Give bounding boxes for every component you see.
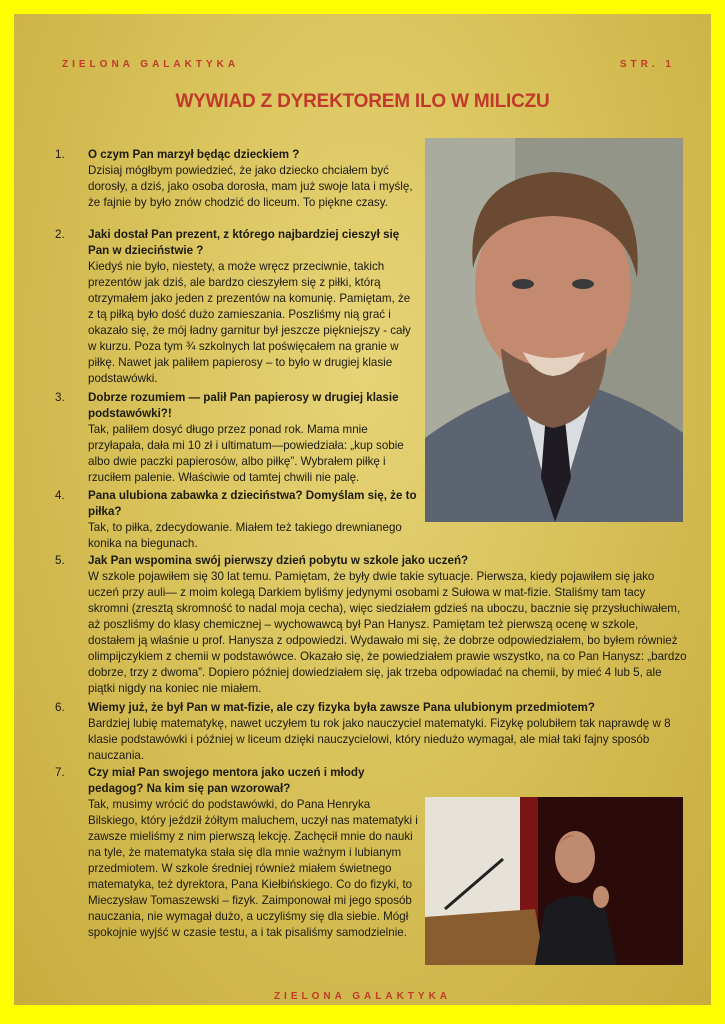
qa-answer: Tak, to piłka, zdecydowanie. Miałem też takiego drewnianego konika na biegunach. — [88, 521, 402, 550]
qa-question: Jak Pan wspomina swój pierwszy dzień pobytu w szkole jako uczeń? — [88, 554, 469, 567]
page — [14, 14, 711, 1005]
qa-answer: Kiedyś nie było, niestety, a może wręcz przeciwnie, takich prezentów jak dziś, ale bardzo cieszyłem się z piłki, którą otrzymałem jako jeden z prezentów na komunię. Pamiętam, że z tą piłką było dość dużo zamieszania. Poszliśmy nią grać i okazało się, że mój ładny garnitur był jeszcze piękniejszy - cały w kurzu. Poza tym ¾ szkolnych lat poświęcałem na granie w piłkę. Nawet jak paliłem papierosy – to było w drugiej klasie podstawówki. — [88, 260, 411, 385]
article-title: WYWIAD Z DYREKTOREM ILO W MILICZU — [175, 91, 550, 112]
qa-number: 4. — [55, 489, 65, 502]
qa-question: Dobrze rozumiem — palił Pan papierosy w drugiej klasie podstawówki?! — [88, 391, 399, 420]
qa-answer: W szkole pojawiłem się 30 lat temu. Pamiętam, że były dwie takie sytuacje. Pierwsza, kiedy pojawiłem się jako uczeń przy auli— z moim kolegą Darkiem byliśmy jedynymi osobami z Sułowa w mat-fizie. Staliśmy tam tacy skromni (zresztą skromność to nadal moja cecha), więc siedziałem gdzieś na uboczu, bacznie się przysłuchiwałem, aż poszliśmy do klasy chemicznej – wychowawcą był Pan Hanysz. Pamiętam też pierwszą ocenę w szkole, dostałem ją właśnie u prof. Hanysza z odpowiedzi. Wydawało mi się, że dobrze odpowiedziałem, bo byłem również olimpijczykiem z chemii w podstawówce. Okazało się, że powiedziałem prawie wszystko, na co Pan Hanysz: „bardzo dobrze, trzy z dwoma”. Dopiero później dowiedziałem się, jak trzeba odpowiadać na chemii, by mieć 4 lub 5, ale piątki nigdy na koniec nie miałem. — [88, 570, 687, 695]
qa-number: 1. — [55, 148, 65, 161]
qa-question: Jaki dostał Pan prezent, z którego najbardziej cieszył się Pan w dzieciństwie ? — [88, 228, 400, 257]
qa-item-4 — [55, 488, 419, 552]
qa-question: O czym Pan marzył będąc dzieckiem ? — [88, 148, 300, 161]
footer-publication-name: ZIELONA GALAKTYKA — [273, 991, 452, 1002]
qa-answer: Tak, musimy wrócić do podstawówki, do Pana Henryka Bilskiego, który jeździł żółtym maluchem, uczył nas matematyki i zawsze mieliśmy z nim pierwszą lekcję. Zachęcił mnie do nauki na tyle, że matematyka stała się dla mnie ważnym i lubianym przedmiotem. W szkole średniej również miałem świetnego matematyka, też dyrektora, Pana Kiełbińskiego. Co do fizyki, to Mieczysław Tomaszewski – fizyk. Zaimponował mi jego sposób nauczania, nie wymagał dużo, a uczyliśmy się dla siebie. Mógł spokojnie wyjść w czasie testu, a i tak pisaliśmy samodzielnie. — [88, 798, 418, 939]
qa-number: 7. — [55, 766, 65, 779]
qa-number: 2. — [55, 228, 65, 241]
qa-item-7 — [55, 765, 419, 941]
qa-answer: Bardziej lubię matematykę, nawet uczyłem tu rok jako nauczyciel matematyki. Fizykę polubiłem tak naprawdę w 8 klasie podstawówki i później w liceum dzięki nauczycielowi, który niedużo wymagał, ale miał taki fajny sposób nauczania. — [88, 717, 671, 762]
qa-item-3 — [55, 390, 419, 486]
qa-answer: Dzisiaj mógłbym powiedzieć, że jako dziecko chciałem być dorosły, a dziś, jako osoba dorosła, mam już swoje lata i myślę, że fajnie by było znów chodzić do liceum. To piękne czasy. — [88, 164, 413, 209]
speaker-photo — [425, 797, 683, 965]
qa-question: Wiemy już, że był Pan w mat-fizie, ale czy fizyka była zawsze Pana ulubionym przedmiotem? — [88, 701, 595, 714]
qa-question: Pana ulubiona zabawka z dzieciństwa? Domyślam się, że to piłka? — [88, 489, 417, 518]
qa-answer: Tak, paliłem dosyć długo przez ponad rok. Mama mnie przyłapała, dała mi 10 zł i ultimatum—powiedziała: „kup sobie albo dwie paczki papierosów, albo piłkę”. Wybrałem piłkę i rzuciłem palenie. Właściwie od tamtej chwili nie palę. — [88, 423, 404, 484]
qa-item-2 — [55, 227, 419, 387]
qa-number: 5. — [55, 554, 65, 567]
header-publication-name: ZIELONA GALAKTYKA — [62, 59, 240, 70]
portrait-illustration — [425, 138, 683, 522]
qa-number: 3. — [55, 391, 65, 404]
qa-item-1 — [55, 147, 419, 211]
qa-item-6 — [55, 700, 687, 764]
header-page-number: STR. 1 — [619, 59, 675, 70]
portrait-photo — [425, 138, 683, 522]
qa-number: 6. — [55, 701, 65, 714]
qa-item-5 — [55, 553, 687, 697]
qa-question: Czy miał Pan swojego mentora jako uczeń i młody pedagog? Na kim się pan wzorował? — [88, 766, 365, 795]
speaker-illustration — [425, 797, 683, 965]
